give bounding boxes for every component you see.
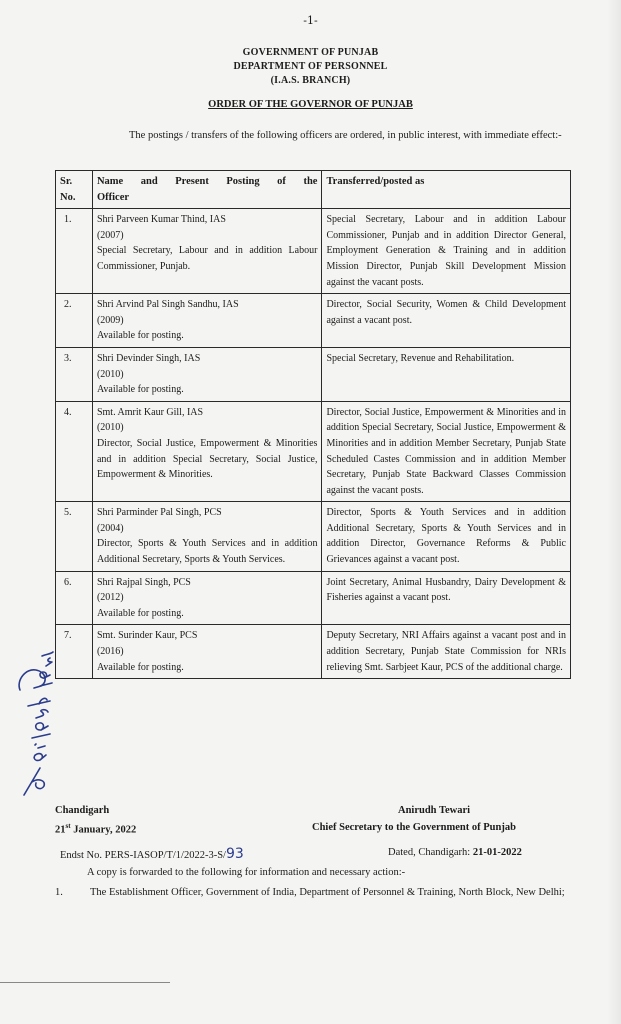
cell-transferred-posted: Director, Social Security, Women & Child Development against a vacant post. [322,294,571,348]
footer-divider [0,982,170,983]
cell-transferred-posted: Director, Sports & Youth Services and in addition Additional Secretary, Sports & Youth Services and in addition Director, Governance Reforms & Public Grievances against a vacant post. [322,502,571,571]
cell-officer-present-posting [92,347,322,401]
cell-sr-no: 3. [56,347,93,401]
cell-transferred-posted: Joint Secretary, Animal Husbandry, Dairy Development & Fisheries against a vacant post. [322,571,571,625]
signatory-name: Anirudh Tewari [398,805,471,816]
present-posting: Available for posting. [96,607,184,619]
cell-officer-present-posting [92,294,322,348]
order-date: 21st January, 2022 [55,822,137,836]
cell-transferred-posted: Director, Social Justice, Empowerment & Minorities and in addition Special Secretary, Social Justice, Empowerment & Minorities and in addition Member Secretary, Punjab State Scheduled Castes Commission and in addition Member Secretary, Punjab State Backward Classes Commission against the vacant posts. [322,401,571,502]
cell-sr-no: 4. [56,401,93,502]
cell-sr-no: 7. [56,625,93,679]
cell-sr-no: 1. [56,209,93,294]
header-transferred-posted: Transferred/posted as [322,171,571,209]
cell-officer-present-posting [92,209,322,294]
table-row [56,401,571,502]
officer-name: Smt. Surinder Kaur, PCS [96,630,198,642]
header-name-present-posting: Name and Present Posting of the Officer [92,171,322,209]
officer-batch: (2009) [96,314,124,326]
table-row [56,347,571,401]
handwritten-endorsement-number: 93 [225,846,244,862]
cell-transferred-posted: Deputy Secretary, NRI Affairs against a vacant post and in addition Secretary, Punjab State Commission for NRIs relieving Smt. Sarbjeet Kaur, PCS of the additional charge. [322,625,571,679]
table-row [56,294,571,348]
officer-name: Shri Arvind Pal Singh Sandhu, IAS [96,299,239,311]
cell-officer-present-posting [92,571,322,625]
officer-batch: (2010) [96,422,124,434]
present-posting: Director, Sports & Youth Services and in addition Additional Secretary, Sports & Youth Services. [96,538,318,566]
officer-name: Shri Devinder Singh, IAS [96,352,201,364]
copy-forward-line: A copy is forwarded to the following for information and necessary action:- [87,867,406,878]
cell-sr-no: 2. [56,294,93,348]
header-government: GOVERNMENT OF PUNJAB [242,47,379,58]
copy-list-item: 1. The Establishment Officer, Government of India, Department of Personnel & Training, North Block, New Delhi; [55,887,565,898]
table-row [56,502,571,571]
present-posting: Special Secretary, Labour and in addition Labour Commissioner, Punjab. [96,245,318,272]
present-posting: Available for posting. [96,384,184,396]
header-sr-no: Sr. No. [56,171,93,209]
page-number: -1- [303,14,318,27]
order-title: ORDER OF THE GOVERNOR OF PUNJAB [208,99,413,110]
present-posting: Director, Social Justice, Empowerment & Minorities and in addition Special Secretary, Social Justice, Empowerment & Minorities. [96,437,318,481]
table-row [56,571,571,625]
officer-batch: (2004) [96,522,124,534]
cell-officer-present-posting [92,625,322,679]
officer-name: Shri Rajpal Singh, PCS [96,576,191,588]
postings-table [55,170,571,679]
officer-batch: (2012) [96,592,124,604]
place: Chandigarh [55,805,110,816]
cell-officer-present-posting [92,401,322,502]
officer-batch: (2016) [96,646,124,658]
header-department: DEPARTMENT OF PERSONNEL [233,61,388,72]
present-posting: Available for posting. [96,330,184,342]
cell-sr-no: 6. [56,571,93,625]
handwritten-signature [6,650,64,800]
endorsement-date: Dated, Chandigarh: 21-01-2022 [388,847,522,858]
present-posting: Available for posting. [96,661,184,673]
cell-transferred-posted: Special Secretary, Revenue and Rehabilitation. [322,347,571,401]
officer-name: Smt. Amrit Kaur Gill, IAS [96,406,204,418]
officer-batch: (2010) [96,368,124,380]
officer-name: Shri Parveen Kumar Thind, IAS [96,214,226,226]
table-row [56,209,571,294]
cell-sr-no: 5. [56,502,93,571]
cell-transferred-posted: Special Secretary, Labour and in addition Labour Commissioner, Punjab and in addition Director General, Employment Generation & Training and in addition Mission Director, Punjab Skill Development Mission against the vacant posts. [322,209,571,294]
header-branch: (I.A.S. BRANCH) [270,75,351,86]
officer-batch: (2007) [96,229,124,241]
intro-paragraph: The postings / transfers of the following officers are ordered, in public interest, with immediate effect:- [129,130,562,141]
signatory-title: Chief Secretary to the Government of Punjab [312,822,516,833]
officer-name: Shri Parminder Pal Singh, PCS [96,507,222,519]
scan-edge-shadow [607,0,621,1024]
cell-officer-present-posting [92,502,322,571]
endorsement-number: Endst No. PERS-IASOP/T/1/2022-3-S/93 [60,846,244,862]
table-header-row [56,171,571,209]
table-row [56,625,571,679]
